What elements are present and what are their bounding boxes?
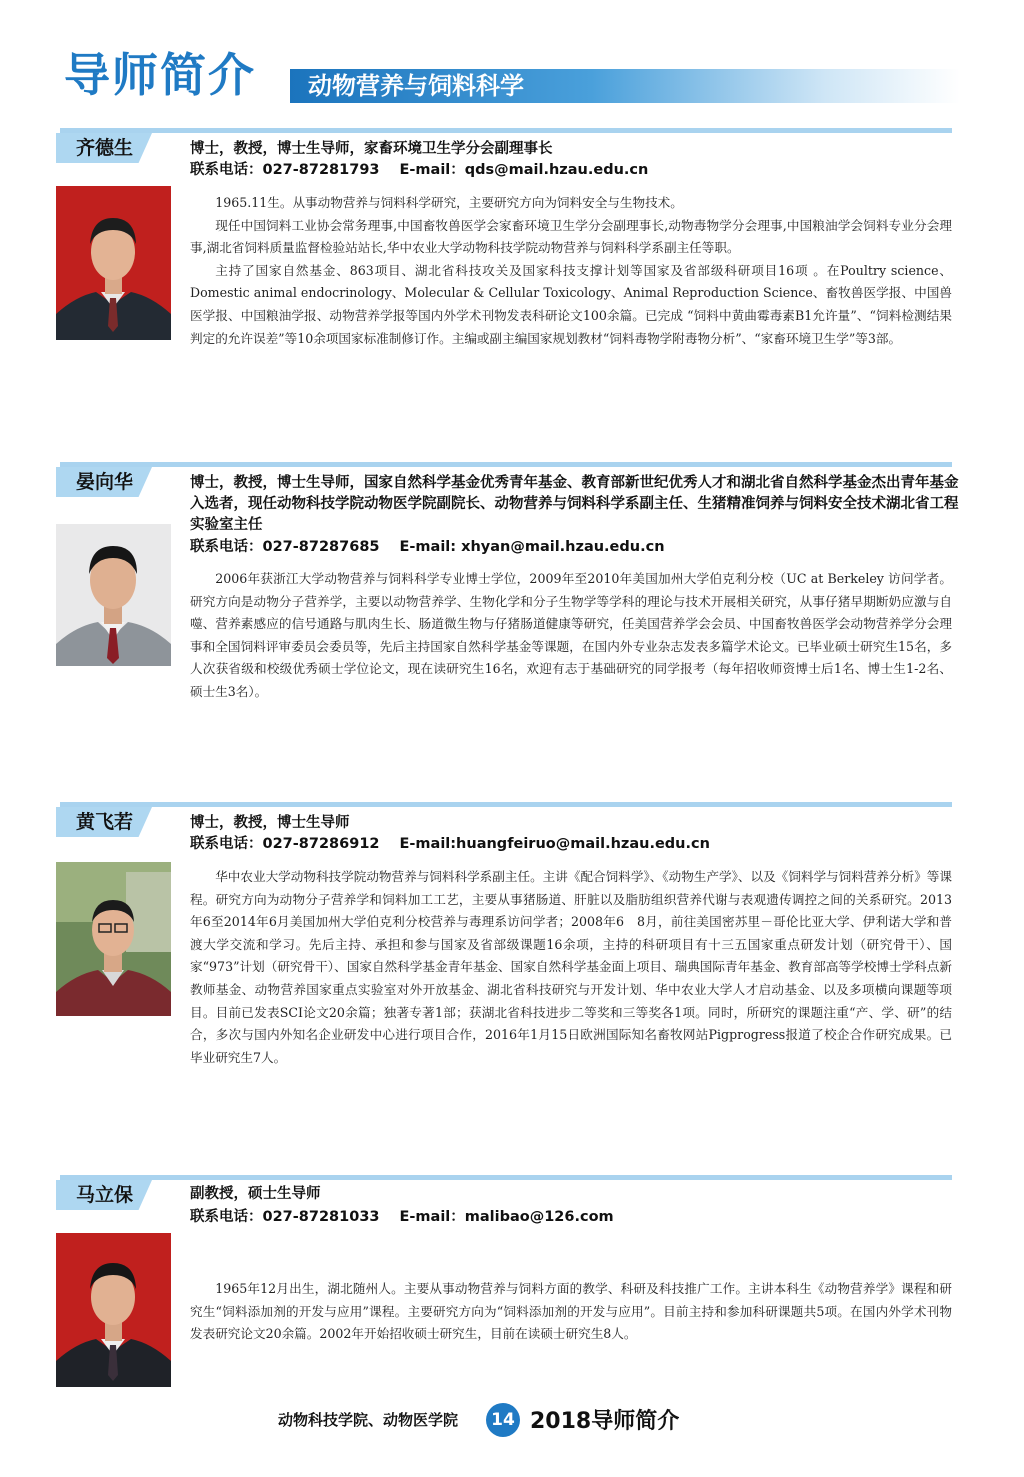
profile-title: 博士，教授，博士生导师，家畜环境卫生学分会副理事长 [190, 141, 553, 157]
bio-paragraph: 现任中国饲料工业协会常务理事,中国畜牧兽医学会家畜环境卫生学分会副理事长,动物毒物学分会理事,中国粮油学会饲料专业分会理事,湖北省饲料质量监督检验站站长,华中农业大学动物科技学院动物营养与饲料科学系副主任等职。 [190, 217, 952, 256]
contact-line [190, 537, 665, 558]
section-subtitle: 动物营养与饲料科学 [308, 72, 524, 100]
profile-divider [60, 128, 952, 133]
profile-name: 马立保 [76, 1184, 134, 1206]
email-address: E-mail:huangfeiruo@mail.hzau.edu.cn [399, 836, 710, 852]
contact-line [190, 160, 648, 181]
profile-name: 齐德生 [76, 137, 134, 159]
bio-paragraph: 主持了国家自然基金、863项目、湖北省科技攻关及国家科技支撑计划等国家及省部级科研项目16项 。在Poultry science、Domestic animal endocrinology、Molecular & Cellular Toxicology、Animal Reproduction Science、畜牧兽医学报、中国兽医学报、中国粮油学报、动物营养学报等国内外学术刊物发表科研论文100余篇。已完成 “饲料中黄曲霉毒素B1允许量”、“饲料检测结果判定的允许误差”等10余项国家标准制修订作。主编或副主编国家规划教材“饲料毒物学附毒物分析”、“家畜环境卫生学”等3部。 [190, 262, 952, 346]
profile-photo [56, 862, 171, 1016]
bio-paragraph: 2006年获浙江大学动物营养与饲料科学专业博士学位，2009年至2010年美国加州大学伯克利分校（UC at Berkeley 访问学者。研究方向是动物分子营养学，主要以动物营养学、生物化学和分子生物学等学科的理论与技术开展相关研究，从事仔猪早期断奶应激与自噬、营养素感应的信号通路与肌肉生长、肠道微生物与仔猪肠道健康等研究，任美国营养学会会员、中国畜牧兽医学会动物营养学分会理事和全国饲料评审委员会委员等，先后主持国家自然科学基金等课题，在国内外专业杂志发表多篇学术论文。已毕业硕士研究生15名，多人次获省级和校级优秀硕士学位论文，现在读研究生16名，欢迎有志于基础研究的同学报考（每年招收师资博士后1名、博士生1-2名、硕士生3名）。 [190, 571, 952, 699]
profile-photo [56, 524, 171, 666]
profile-photo [56, 1233, 171, 1387]
footer-brochure-title: 2018导师简介 [530, 1409, 680, 1434]
profile-divider [60, 802, 952, 807]
profile-name: 晏向华 [76, 471, 134, 493]
footer-college: 动物科技学院、动物医学院 [278, 1411, 459, 1429]
email-address: E-mail：qds@mail.hzau.edu.cn [399, 162, 649, 178]
phone-number: 联系电话：027-87281033 [190, 1209, 380, 1225]
phone-number: 联系电话：027-87281793 [190, 162, 380, 178]
profile-divider [60, 1175, 952, 1180]
profile-name: 黄飞若 [76, 811, 134, 833]
profile-title: 副教授，硕士生导师 [190, 1186, 321, 1202]
page-number: 14 [486, 1403, 520, 1437]
email-address: E-mail：malibao@126.com [399, 1209, 614, 1225]
bio-paragraph: 1965年12月出生，湖北随州人。主要从事动物营养与饲料方面的教学、科研及科技推广工作。主讲本科生《动物营养学》课程和研究生“饲料添加剂的开发与应用”课程。主要研究方向为“饲料添加剂的开发与应用”。目前主持和参加科研课题共5项。在国内外学术刊物发表研究论文20余篇。2002年开始招收硕士研究生，目前在读硕士研究生8人。 [190, 1281, 952, 1342]
bio-paragraph: 1965.11生。从事动物营养与饲料科学研究，主要研究方向为饲料安全与生物技术。 [215, 195, 683, 210]
profile-title: 博士，教授，博士生导师，国家自然科学基金优秀青年基金、教育部新世纪优秀人才和湖北省自然科学基金杰出青年基金入选者，现任动物科技学院动物医学院副院长、动物营养与饲料科学系副主任、生猪精准饲养与饲料安全技术湖北省工程实验室主任 [190, 475, 959, 533]
profile-bio [190, 568, 952, 704]
profile-bio [190, 192, 952, 350]
page-title: 导师简介 [64, 48, 256, 102]
phone-number: 联系电话：027-87286912 [190, 836, 380, 852]
profile-divider [60, 462, 952, 467]
email-address: E-mail: xhyan@mail.hzau.edu.cn [399, 539, 665, 555]
bio-paragraph: 华中农业大学动物科技学院动物营养与饲料科学系副主任。主讲《配合饲料学》、《动物生产学》、以及《饲料学与饲料营养分析》等课程。研究方向为动物分子营养学和饲料加工工艺，主要从事猪肠道、肝脏以及脂肪组织营养代谢与表观遗传调控之间的关系研究。2013年6至2014年6月美国加州大学伯克利分校营养与毒理系访问学者；2008年6 8月，前往美国密苏里－哥伦比亚大学、伊利诺大学和普渡大学交流和学习。先后主持、承担和参与国家及省部级课题16余项，主持的科研项目有十三五国家重点研发计划（研究骨干）、国家“973”计划（研究骨干）、国家自然科学基金青年基金、国家自然科学基金面上项目、瑞典国际青年基金、教育部高等学校博士学科点新教师基金、动物营养国家重点实验室对外开放基金、湖北省科技研究与开发计划、华中农业大学人才启动基金、以及多项横向课题等项目。目前已发表SCI论文20余篇；独著专著1部；获湖北省科技进步二等奖和三等奖各1项。同时，所研究的课题注重“产、学、研”的结合，多次与国内外知名企业研发中心进行项目合作，2016年1月15日欧洲国际知名畜牧网站Pigprogress报道了校企合作研究成果。已毕业研究生7人。 [190, 869, 952, 1065]
profile-bio [190, 1278, 952, 1346]
contact-line [190, 834, 710, 855]
profile-photo [56, 186, 171, 340]
profile-title: 博士，教授，博士生导师 [190, 815, 350, 831]
phone-number: 联系电话：027-87287685 [190, 539, 380, 555]
contact-line [190, 1207, 614, 1228]
profile-bio [190, 866, 952, 1069]
